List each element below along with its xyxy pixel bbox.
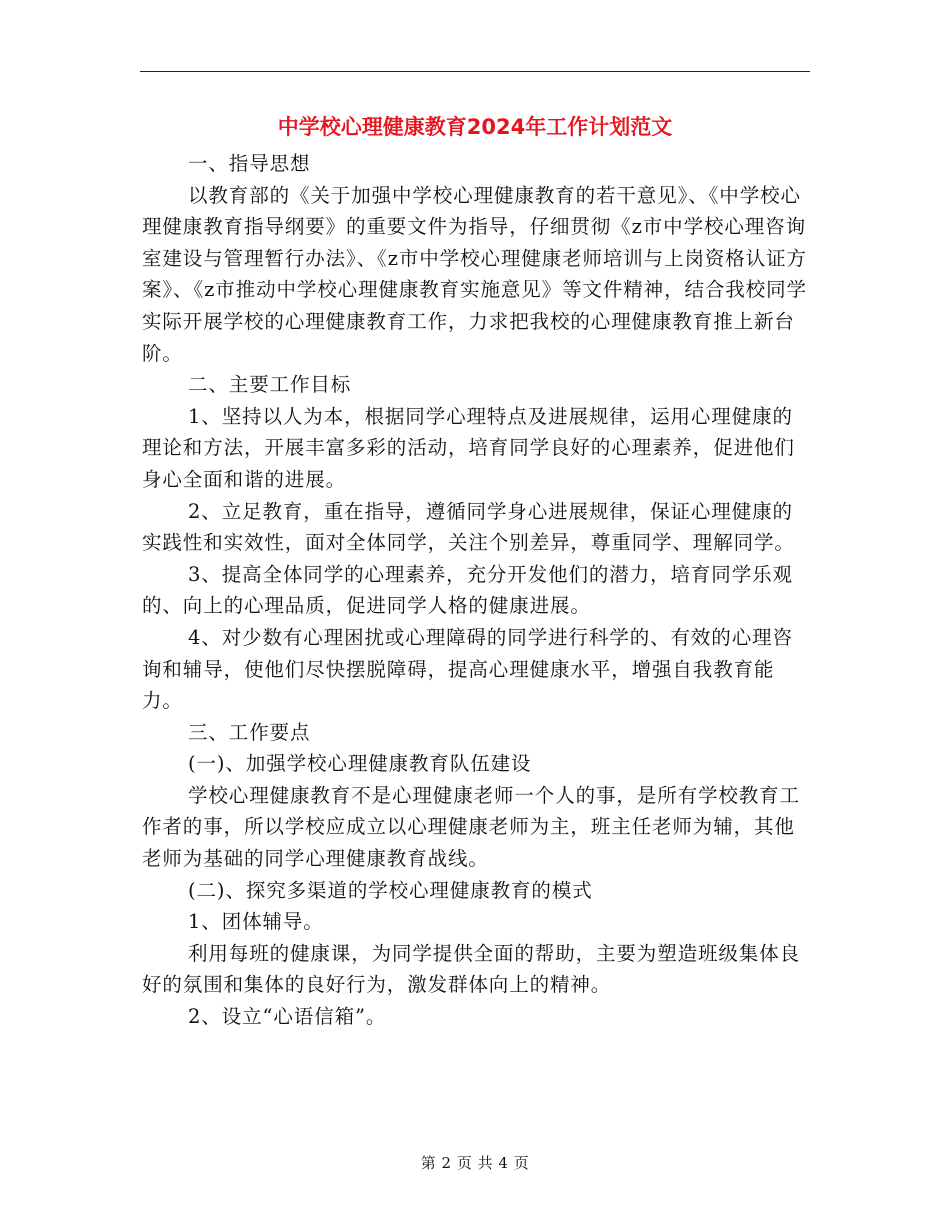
page-number-footer: 第 2 页 共 4 页 <box>420 1154 530 1172</box>
document-body <box>142 148 808 1033</box>
paragraph-group-counseling: 利用每班的健康课，为同学提供全面的帮助，主要为塑造班级集体良好的氛围和集体的良好行为，激发群体向上的精神。 <box>142 941 801 997</box>
header-rule <box>140 71 810 72</box>
document-title: 中学校心理健康教育2024年工作计划范文 <box>277 115 673 139</box>
goal-item-3: 3、提高全体同学的心理素养，充分开发他们的潜力，培育同学乐观的、向上的心理品质，促进同学人格的健康进展。 <box>142 562 793 618</box>
section-heading-main-goals: 二、主要工作目标 <box>188 373 352 397</box>
section-heading-work-points: 三、工作要点 <box>188 720 311 744</box>
subheading-multi-channel-model: (二)、探究多渠道的学校心理健康教育的模式 <box>188 878 593 902</box>
goal-item-4: 4、对少数有心理困扰或心理障碍的同学进行科学的、有效的心理咨询和辅导，使他们尽快摆脱障碍，提高心理健康水平，增强自我教育能力。 <box>142 625 793 713</box>
goal-item-2: 2、立足教育，重在指导，遵循同学身心进展规律，保证心理健康的实践性和实效性，面对全体同学，关注个别差异，尊重同学、理解同学。 <box>142 499 795 555</box>
paragraph-team-building: 学校心理健康教育不是心理健康老师一个人的事，是所有学校教育工作者的事，所以学校应成立以心理健康老师为主，班主任老师为辅，其他老师为基础的同学心理健康教育战线。 <box>142 783 801 871</box>
goal-item-1: 1、坚持以人为本，根据同学心理特点及进展规律，运用心理健康的理论和方法，开展丰富多彩的活动，培育同学良好的心理素养，促进他们身心全面和谐的进展。 <box>142 404 795 491</box>
subheading-team-building: (一)、加强学校心理健康教育队伍建设 <box>188 752 532 776</box>
item-group-counseling: 1、团体辅导。 <box>188 910 324 934</box>
item-heart-mailbox: 2、设立“心语信箱”。 <box>188 1005 387 1029</box>
section-heading-guiding-ideology: 一、指导思想 <box>188 152 311 175</box>
paragraph-guiding-ideology: 以教育部的《关于加强中学校心理健康教育的若干意见》、《中学校心理健康教育指导纲要》的重要文件为指导，仔细贯彻《z市中学校心理咨询室建设与管理暂行办法》、《z市中学校心理健康老师培训与上岗资格认证方案》、《z市推动中学校心理健康教育实施意见》等文件精神，结合我校同学实际开展学校的心理健康教育工作，力求把我校的心理健康教育推上新台阶。 <box>142 183 807 365</box>
